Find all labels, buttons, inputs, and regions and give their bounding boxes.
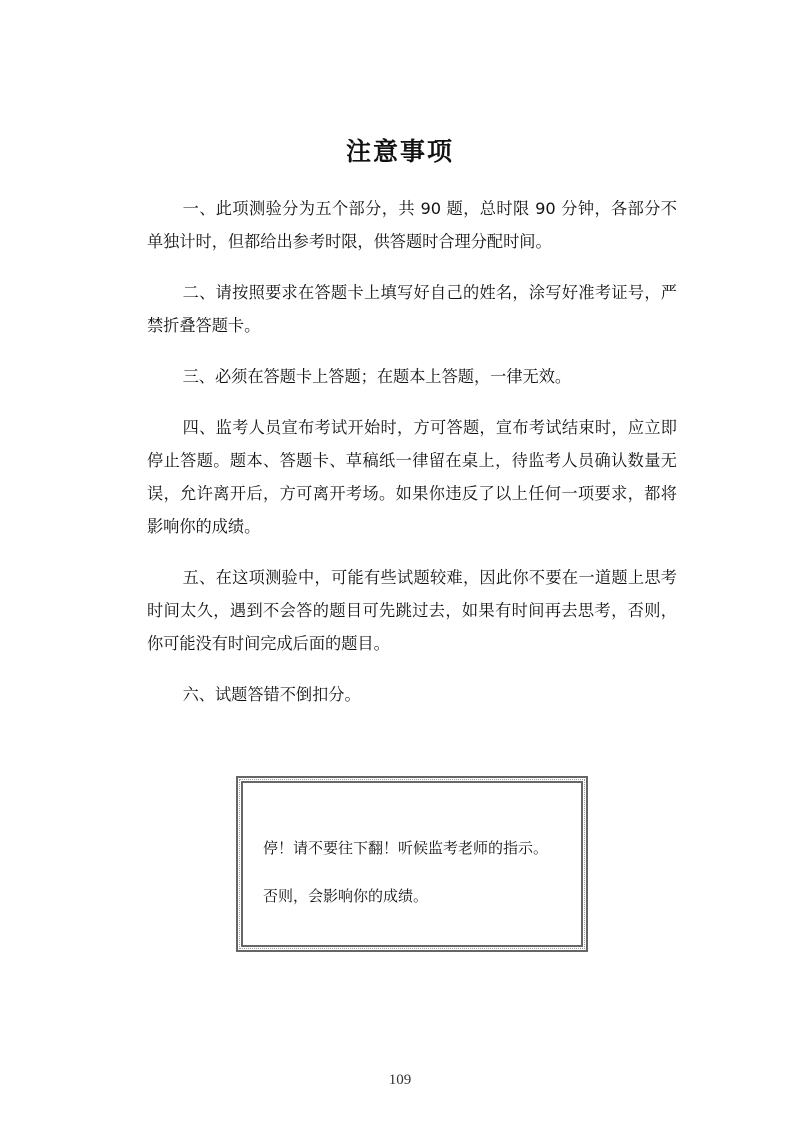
- notice-list: [147, 192, 677, 729]
- stop-notice-text: [263, 835, 593, 909]
- notice-item-2: 二、请按照要求在答题卡上填写好自己的姓名，涂写好准考证号，严禁折叠答题卡。: [147, 283, 677, 335]
- stop-notice-line-2: 否则，会影响你的成绩。: [263, 887, 429, 905]
- notice-item-4: 四、监考人员宣布考试开始时，方可答题，宣布考试结束时，应立即停止答题。题本、答题卡、草稿纸一律留在桌上，待监考人员确认数量无误，允许离开后，方可离开考场。如果你违反了以上任何一项要求，都将影响你的成绩。: [147, 418, 677, 536]
- stop-notice-box: [236, 776, 588, 952]
- notice-item-5: 五、在这项测验中，可能有些试题较难，因此你不要在一道题上思考时间太久，遇到不会答的题目可先跳过去，如果有时间再去思考，否则，你可能没有时间完成后面的题目。: [147, 568, 677, 653]
- notice-item-6: 六、试题答错不倒扣分。: [182, 685, 361, 704]
- notice-item-1: 一、此项测验分为五个部分，共 90 题，总时限 90 分钟，各部分不单独计时，但都给出参考时限，供答题时合理分配时间。: [147, 199, 677, 251]
- stop-notice-line-1: 停！请不要往下翻！听候监考老师的指示。: [263, 839, 549, 857]
- page-number: 109: [388, 1072, 412, 1088]
- page-title: 注意事项: [345, 137, 454, 166]
- notice-item-3: 三、必须在答题卡上答题；在题本上答题，一律无效。: [182, 367, 572, 386]
